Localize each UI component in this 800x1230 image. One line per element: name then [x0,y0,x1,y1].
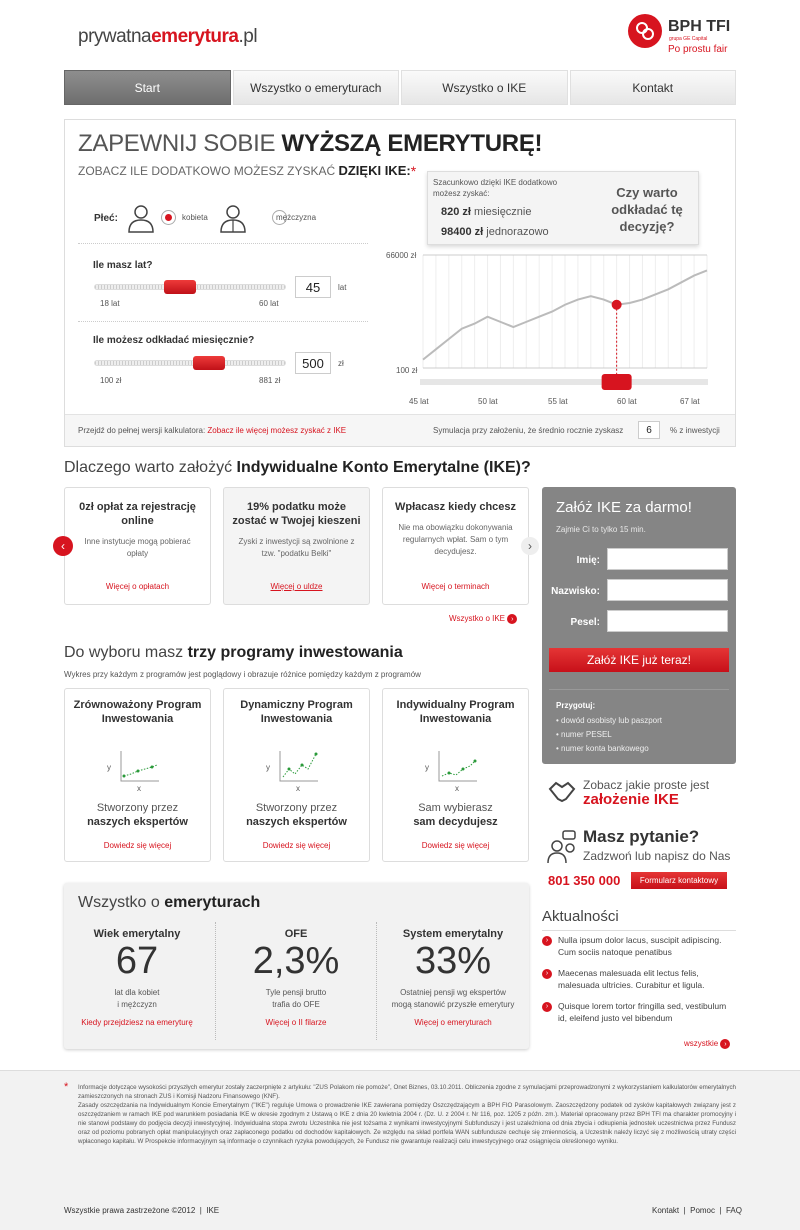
question-text: Czy warto odkładać tę decyzję? [611,185,683,234]
calc-footer-text: Przejdź do pełnej wersji kalkulatora: Zobacz ile więcej możesz zyskać z IKE [78,426,347,435]
female-label: kobieta [182,213,208,222]
signup-title: Załóż IKE za darmo! [556,499,692,516]
card-link[interactable]: Dowiedz się więcej [421,841,490,850]
carousel-prev-icon[interactable]: ‹ [53,536,73,556]
news-item[interactable]: › Maecenas malesuada elit lectus felis, malesuada ultricies. Curabitur et ligula. [542,967,736,991]
program-card [64,688,211,862]
prepare-label: Przygotuj: [556,701,596,710]
dynamic-chart-icon [272,747,322,787]
card-title: Wpłacasz kiedy chcesz [394,501,517,513]
prepare-item: • dowód osobisty lub paszport [556,716,662,725]
stat-desc: lat dla kobiet i mężczyzn [114,988,160,1009]
x-tick-55: 55 lat [548,397,568,406]
last-name-input[interactable] [607,579,728,601]
axis-y: y [425,763,429,772]
balanced-chart-icon [113,747,163,787]
divider [78,321,368,322]
stat-link[interactable]: Kiedy przejdziesz na emeryturę [81,1018,193,1027]
card-desc: Nie ma obowiązku dokonywania regularnych wpłat. Sam o tym decydujesz. [398,523,513,556]
stat-value: 67 [115,940,159,982]
program-card [382,688,529,862]
card-desc: Zyski z inwestycji są zwolnione z tzw. "podatku Belki" [238,537,355,558]
brand-slogan: Po prostu fair [668,44,728,55]
stat-value: 33% [414,940,492,982]
ike-card [223,487,370,605]
news-all-link[interactable]: wszystkie › [684,1039,730,1049]
last-name-label: Nazwisko: [551,586,600,597]
calc-subtitle: ZOBACZ ILE DODATKOWO MOŻESZ ZYSKAĆ DZIĘKI IKE:* [78,163,417,179]
nav-ike[interactable]: Wszystko o IKE [401,70,568,105]
stat-ofe [221,928,371,1027]
full-calculator-link[interactable]: Zobacz ile więcej możesz zyskać z IKE [207,426,347,435]
footer-link-help[interactable]: Pomoc [690,1206,716,1215]
card-desc-bold: naszych ekspertów [246,816,347,828]
card-title: Dynamiczny Program Inwestowania [240,699,353,725]
age-input[interactable]: 45 [295,276,331,298]
news-list [542,934,736,1024]
card-title: Indywidualny Program Inwestowania [396,699,515,725]
arrow-right-icon: › [542,969,552,979]
male-icon [219,203,247,233]
card-title: 0zł opłat za rejestrację online [79,501,196,527]
individual-chart-icon [431,747,481,787]
divider [78,243,368,244]
age-min: 18 lat [100,299,120,308]
age-unit: lat [338,283,347,292]
card-desc: Sam wybierasz [418,802,493,814]
y-min-label: 100 zł [396,366,418,375]
carousel-next-icon[interactable]: › [521,537,539,555]
all-ike-link[interactable]: Wszystko o IKE › [449,614,517,624]
footer-link-faq[interactable]: FAQ [725,1206,742,1215]
footnote-star: * [64,1081,69,1093]
stat-link[interactable]: Więcej o II filarze [265,1018,327,1027]
contact-form-button[interactable]: Formularz kontaktowy [631,872,727,889]
axis-x: x [455,784,459,793]
x-tick-60: 60 lat [617,397,637,406]
site-logo[interactable]: prywatnaemerytura.pl [78,26,258,47]
divider [542,930,736,931]
question-title: Masz pytanie? [583,827,700,846]
first-name-input[interactable] [607,548,728,570]
divider [549,689,729,690]
signup-sub: Zajmie Ci to tylko 15 min. [556,525,646,534]
rate-input[interactable]: 6 [638,421,660,439]
card-link[interactable]: Więcej o opłatach [105,582,170,591]
news-item[interactable]: › Nulla ipsum dolor lacus, suscipit adipiscing. Cum sociis natoque penatibus [542,934,736,958]
x-tick-45: 45 lat [409,397,429,406]
card-link[interactable]: Więcej o uldze [270,582,323,591]
calc-title: ZAPEWNIJ SOBIE WYŻSZĄ EMERYTURĘ! [78,130,543,157]
simulation-note: Symulacja przy założeniu, że średnio rocznie zyskasz [433,426,624,435]
year-slider-track[interactable] [420,379,708,385]
arrow-right-icon: › [507,614,517,624]
result-intro: Szacunkowo dzięki IKE dodatkowo możesz zyskać: [433,178,558,198]
program-card [223,688,370,862]
stat-system [378,928,528,1027]
ike-section-title: Dlaczego warto założyć Indywidualne Konto Emerytalne (IKE)? [64,459,531,476]
stat-link[interactable]: Więcej o emeryturach [414,1018,492,1027]
first-name-label: Imię: [576,555,600,566]
savings-slider-track[interactable] [94,360,286,366]
savings-chart [380,240,720,410]
savings-slider-handle[interactable] [193,356,225,370]
gender-label: Płeć: [94,213,118,224]
monthly-result: 820 zł miesięcznie [441,206,532,218]
nav-start[interactable]: Start [64,70,231,105]
card-desc-bold: naszych ekspertów [87,816,188,828]
contact-people-icon [547,830,579,864]
footnote-text: Informacje dotyczące wysokości przyszłych emerytur zostały zaczerpnięte z artykułu: "ZUS Polakom nie pomoże", Onet Biznes, 03.10.2011. Obliczenia zgodne z symulacjami przeprowadzonymi z wykorzystaniem kalkulatorów emerytalnych zamieszczonych na stronach ZUS i Komisji Nadzoru Finansowego (KNF). Zasady oszczędzania na Indywidualnym Koncie Emerytalnym ("IKE") reguluje Umowa o prowadzenie IKE zawierana pomiędzy Oszczędzającym a BPH FIO Parasolowym. Zaoszczędzony podatek od zysków kapitałowych związany jest z oszczędzaniem w ramach IKE pod warunkiem posiadania IKE w okresie zgodnym z Ustawą o IKE z dnia 20 kwietnia 2004 r. (Dz. U. z 2004 r. Nr 116, poz. 1205 z późn. zm.). Materiał opracowany przez BPH TFI ma charakter promocyjny i nie stanowi podstawy do podjęcia decyzji inwestycyjnej. Indywidualna stopa zwrotu Uczestnika nie jest tożsama z wynikami inwestycyjnymi Subfunduszy i jest uzależniona od dnia zbycia i odkupienia jednostek uczestnictwa przez Fundusz oraz od poziomu pobranych opłat manipulacyjnych oraz zapłaconego podatku od dochodów kapitałowych. Ze względu na skład portfela WAN subfundusze cechuje się zmiennością, a Uczestnik należy liczyć się z możliwością utraty części wpłaconego kapitału. W Prospekcie informacyjnym są informacje o czynnikach ryzyka powodujących, że Fundusz nie gwarantuje realizacji celu inwestycyjnego oraz osiągnięcia określonego wyniku. [78,1084,736,1145]
pesel-label: Pesel: [570,617,600,628]
bph-tfi-logo[interactable] [628,12,738,62]
stat-desc: Tyle pensji brutto trafia do OFE [265,988,327,1009]
card-link[interactable]: Dowiedz się więcej [262,841,331,850]
once-result: 98400 zł jednorazowo [441,226,549,238]
nav-kontakt[interactable]: Kontakt [570,70,737,105]
age-max: 60 lat [259,299,279,308]
stat-head: OFE [284,928,308,940]
arrow-right-icon: › [542,1002,552,1012]
savings-question: Ile możesz odkładać miesięcznie? [93,335,255,346]
footer-link-contact[interactable]: Kontakt [652,1206,680,1215]
stats-title: Wszystko o emeryturach [78,894,261,911]
programs-title: Do wyboru masz trzy programy inwestowania [64,644,403,661]
axis-x: x [137,784,141,793]
card-desc: Stworzony przez [96,802,179,814]
programs-subtitle: Wykres przy każdym z programów jest poglądowy i obrazuje różnice pomiędzy każdym z programów [64,670,421,679]
prepare-item: • numer konta bankowego [556,744,649,753]
age-question: Ile masz lat? [93,260,153,271]
brand-sub: grupa GE Capital [669,36,708,42]
ike-card [64,487,211,605]
female-icon [127,203,155,233]
savings-unit: zł [338,359,344,368]
card-desc: Inne instytucje mogą pobierać opłaty [84,537,191,558]
arrow-right-icon: › [720,1039,730,1049]
age-slider-handle[interactable] [164,280,196,294]
arrow-right-icon: › [542,936,552,946]
stat-desc: Ostatniej pensji wg ekspertów mogą stanowić przyszłe emerytury [391,988,515,1009]
stat-retirement-age [62,928,212,1027]
prepare-list [556,714,662,756]
x-tick-67: 67 lat [680,397,700,406]
savings-min: 100 zł [100,376,122,385]
prepare-item: • numer PESEL [556,730,612,739]
rate-unit: % z inwestycji [670,426,720,435]
ike-card [382,487,529,605]
question-sub: Zadzwoń lub napisz do Nas [583,849,731,863]
news-item[interactable]: › Quisque lorem tortor fringilla sed, vestibulum id, eleifend justo vel bibendum [542,1000,736,1024]
year-slider-handle[interactable] [602,374,632,390]
stat-head: Wiek emerytalny [93,928,181,940]
card-title: Zrównoważony Program Inwestowania [73,699,202,725]
divider [376,922,377,1040]
y-max-label: 66000 zł [386,251,417,260]
divider [215,922,216,1040]
promo-text: Zobacz jakie proste jest [583,778,710,792]
x-tick-50: 50 lat [478,397,498,406]
nav-emerytury[interactable]: Wszystko o emeryturach [233,70,400,105]
savings-input[interactable]: 500 [295,352,331,374]
phone-number[interactable]: 801 350 000 [548,873,621,888]
footer-links: Kontakt | Pomoc | FAQ [652,1206,742,1215]
stat-head: System emerytalny [402,928,504,940]
card-link[interactable]: Więcej o terminach [421,582,490,591]
stat-value: 2,3% [252,940,340,982]
handshake-icon [548,779,576,805]
brand-name: BPH TFI [668,18,731,35]
female-radio[interactable] [161,210,176,225]
card-desc: Stworzony przez [255,802,338,814]
card-desc-bold: sam decydujesz [413,816,498,828]
axis-y: y [266,763,270,772]
savings-max: 881 zł [259,376,281,385]
copyright: Wszystkie prawa zastrzeżone ©2012 | IKE [64,1206,220,1215]
pesel-input[interactable] [607,610,728,632]
male-label: mężczyzna [276,213,317,222]
axis-x: x [296,784,300,793]
promo-link[interactable]: założenie IKE [583,791,679,808]
card-title: 19% podatku może zostać w Twojej kieszeni [232,501,361,527]
card-link[interactable]: Dowiedz się więcej [103,841,172,850]
axis-y: y [107,763,111,772]
signup-button[interactable]: Załóż IKE już teraz! [549,648,729,672]
highlight-point [612,300,622,310]
main-nav [64,70,736,105]
news-title: Aktualności [542,908,619,925]
bph-emblem-icon [628,14,662,48]
